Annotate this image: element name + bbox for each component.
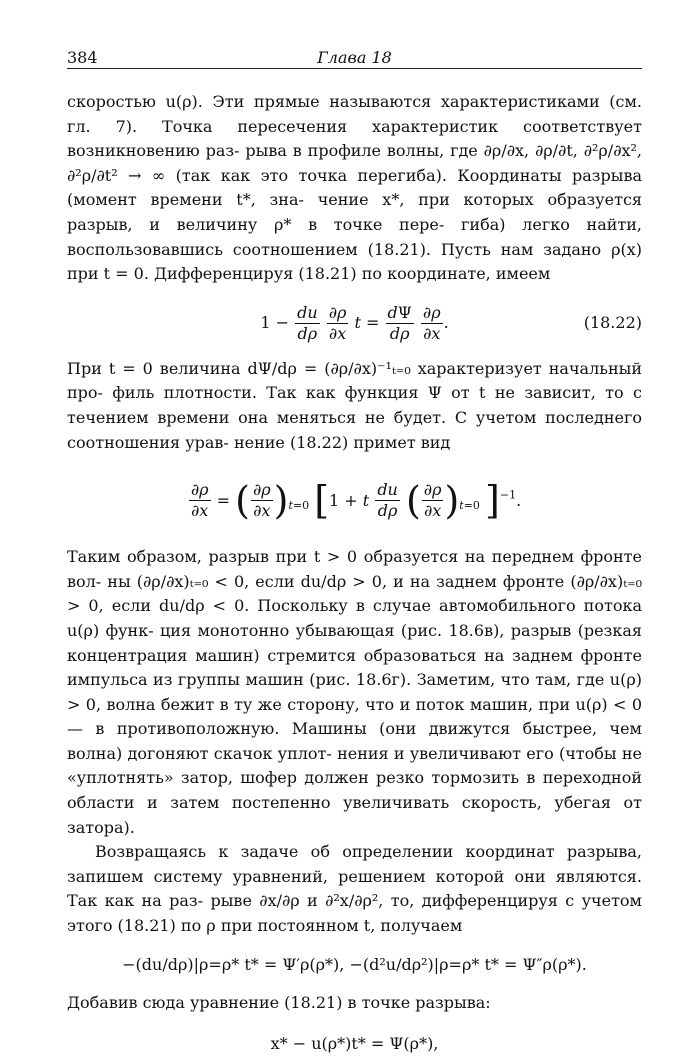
paragraph-1	[67, 90, 642, 287]
paragraph-3	[67, 545, 642, 840]
chapter-title: Глава 18	[317, 48, 392, 67]
text-line: если du/dρ < 0. Поскольку в случае автомобильного потока u(ρ) функ-	[67, 596, 642, 640]
text-line: машин (рис. 18.6г). Заметим, что там, где u(ρ) > 0, волна бежит в ту	[67, 670, 643, 714]
text-line: чение x*, при которых образуется разрыв, и величину ρ* в точке пере-	[67, 190, 642, 234]
text-line: же сторону, что и поток машин, при u(ρ) < 0 — в противоположную.	[67, 694, 643, 739]
equation-number: (18.22)	[583, 312, 642, 332]
text-line: скорость, убегая от затора).	[67, 793, 643, 837]
paragraph-4	[67, 840, 642, 938]
text-line: Таким образом, разрыв при t > 0 образуется на переднем фронте вол-	[67, 547, 642, 591]
text-line: Точка пересечения характеристик соответствует возникновению раз-	[67, 116, 642, 161]
text-line: нение (18.22) примет вид	[233, 432, 451, 452]
text-line: ны (∂ρ/∂x)ₜ₌₀ < 0, если du/dρ > 0, и на заднем фронте (∂ρ/∂x)ₜ₌₀ > 0,	[67, 571, 642, 616]
page-header	[67, 42, 642, 69]
paragraph-2	[67, 357, 642, 455]
equation-break-coordinates: x* − u(ρ*)t* = Ψ(ρ*),	[270, 1033, 439, 1053]
text-line: при постоянном t, получаем	[220, 916, 463, 936]
equation-density-gradient: $\frac{\partial\rho}{\partial x}$ = ( $\frac{\partial\rho}{\partial x}$ )$_{t=0}$ [1 + t $\frac{du}{d\rho}$ ( $\frac{\partial\rho}{\partial x}$ )$_{t=0}$ ]$^{-1}$.	[190, 478, 522, 523]
text-line: нения и увеличивают его (чтобы не «уплотнять» затор, шофер должен	[67, 743, 643, 788]
text-line: систему уравнений, решением которой они являются. Так как на раз-	[67, 866, 642, 911]
text-line: гиба) легко найти, воспользовавшись соотношением (18.21). Пусть нам	[67, 214, 643, 259]
text-line: Машины (они движутся быстрее, чем волна) догоняют скачок уплот-	[67, 719, 643, 763]
text-line: ция монотонно убывающая (рис. 18.6в), разрыв (резкая концентрация	[67, 620, 642, 665]
equation-18-22: 1 − $\frac{du}{d\rho}$ $\frac{\partial\rho}{\partial x}$ t = $\frac{d\Psi}{d\rho}$ $\frac{\partial\rho}{\partial x}$ . (18.22)	[67, 295, 642, 351]
text-line: машин) стремится образоваться на заднем фронте импульса из группы	[67, 645, 642, 690]
page-body	[67, 90, 642, 1056]
text-line: резко тормозить в переходной области и затем постепенно увеличивать	[67, 768, 643, 813]
page-number: 384	[67, 48, 98, 67]
paragraph-5: Добавив сюда уравнение (18.21) в точке разрыва:	[67, 993, 491, 1013]
text-line: Возвращаясь к задаче об определении координат разрыва, запишем	[67, 842, 642, 886]
text-line: скоростью u(ρ). Эти прямые называются характеристиками (см. гл. 7).	[67, 92, 642, 136]
text-line: филь плотности. Так как функция Ψ от t не зависит, то с течением	[67, 383, 642, 427]
text-line: рыва в профиле волны, где ∂ρ/∂x, ∂ρ/∂t, ∂²ρ/∂x², ∂²ρ/∂t² → ∞ (так	[67, 141, 642, 185]
equation-break-conditions: −(du/dρ)|ρ=ρ* t* = Ψ′ρ(ρ*), −(d²u/dρ²)|ρ=ρ* t* = Ψ″ρ(ρ*).	[122, 954, 587, 974]
text-line: как это точка перегиба). Координаты разрыва (момент времени t*, зна-	[67, 165, 643, 210]
text-line: рыве ∂x/∂ρ и ∂²x/∂ρ², то, дифференцируя с учетом этого (18.21) по ρ	[67, 891, 642, 936]
text-line: задано ρ(x) при t = 0. Дифференцируя (18.21) по координате, имеем	[67, 239, 642, 284]
text-line: времени она меняться не будет. С учетом последнего соотношения урав-	[67, 407, 642, 452]
text-line: При t = 0 величина dΨ/dρ = (∂ρ/∂x)⁻¹ₜ₌₀ характеризует начальный про-	[67, 358, 642, 403]
